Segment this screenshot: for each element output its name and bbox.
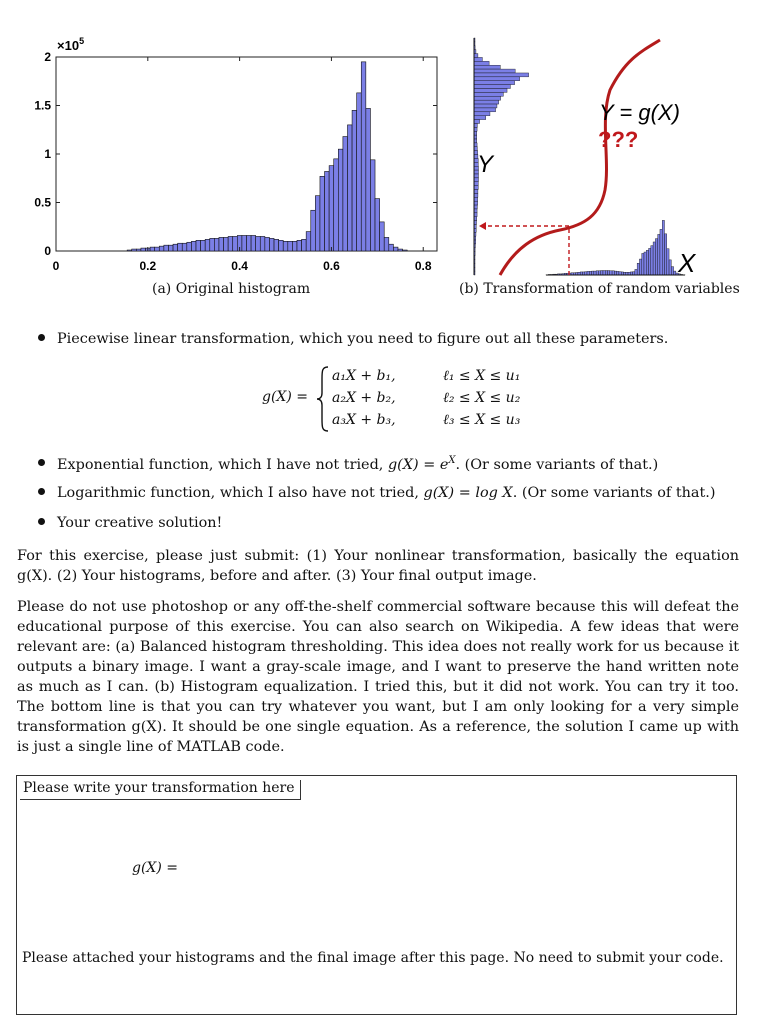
histogram-bar [260,236,265,251]
histogram-bar [265,237,270,251]
x-tick-label: 0 [52,259,60,273]
histogram-bar [205,239,210,251]
left-brace-icon [316,365,330,433]
x-histogram-bar [596,271,598,275]
y-histogram-bar [474,120,480,124]
y-histogram-bar [474,57,482,61]
histogram-bar [136,249,141,251]
answer-gx-label: g(X) = [132,860,179,876]
histogram-bar [201,240,206,251]
histogram-chart [0,0,450,285]
arrow-head-icon [479,222,486,230]
x-tick-label: 0.8 [414,259,432,273]
histogram-bar [361,62,366,251]
y-histogram-bar [474,182,478,186]
histogram-bar [242,235,247,251]
x-histogram-bar [633,272,635,275]
histogram-bar [214,238,219,251]
x-histogram-bar [655,239,657,275]
y-histogram-bar [474,69,515,73]
x-histogram-bar [601,271,603,275]
x-histogram-bar [612,271,614,275]
y-histogram-bar [474,123,477,127]
x-histogram-bar [646,250,648,275]
y-multiplier: $\times 10^5$ [57,36,85,53]
histogram-bar [219,237,224,251]
x-histogram-bar [660,229,662,275]
eq-row-1-cond: ℓ₁ ≤ X ≤ u₁ [443,368,521,384]
x-tick-label: 0.4 [231,259,248,273]
x-histogram-bar [639,259,641,275]
x-tick-label: 0.6 [323,259,340,273]
histogram-bar [127,250,132,251]
bullet-dot-icon [38,488,45,495]
x-histogram-bar [614,271,616,275]
y-histogram-bar [474,61,489,65]
x-histogram-bar [594,271,596,275]
histogram-bar [352,110,357,251]
label-x: X [678,248,696,278]
bullet-dot-icon [38,334,45,341]
x-histogram-bar [603,271,605,275]
x-histogram-bar [669,260,671,275]
histogram-bar [357,93,362,251]
histogram-bar [178,243,183,251]
y-histogram-bar [474,100,499,104]
histogram-bar [325,171,330,251]
histogram-bar [141,248,146,251]
y-histogram-bar [474,108,496,112]
eq-row-1-expr: a₁X + b₁, [332,368,396,384]
x-histogram-bar [637,263,639,275]
eq-row-2-expr: a₂X + b₂, [332,390,396,406]
histogram-bar [233,236,238,251]
histogram-bar [403,250,408,251]
x-histogram-bar [587,271,589,275]
x-histogram-bar [649,248,651,275]
histogram-bar [347,125,352,251]
bullet-dot-icon [38,518,45,525]
histogram-bar [311,210,316,251]
histogram-bar [384,237,389,251]
bullet-exponential: Exponential function, which I have not tried, $g(X) = e^X$. (Or some variants of that.) [38,455,658,473]
histogram-bar [292,241,297,251]
x-histogram-bar [664,234,666,275]
y-histogram-bar [474,96,501,100]
answer-box[interactable] [16,775,737,1015]
histogram-bar [393,247,398,251]
y-histogram-bar [474,73,529,77]
histogram-bar [224,237,229,251]
x-histogram-bar [610,271,612,275]
y-histogram-bar [474,193,478,197]
x-histogram-bar [605,271,607,275]
histogram-bar [366,108,371,251]
histogram-bar [375,199,380,251]
x-histogram-bar [674,271,676,275]
bullet-piecewise: Piecewise linear transformation, which you need to figure out all these parameters. [38,331,668,347]
answer-box-heading: Please write your transformation here [20,780,301,800]
y-histogram-bar [474,54,478,58]
histogram-bar [288,241,293,251]
y-tick-label: 2 [44,50,51,64]
x-histogram-bar [658,234,660,275]
histogram-bar [380,222,385,251]
histogram-bar [164,245,169,251]
histogram-bar [320,176,325,251]
bullet-logarithmic: Logarithmic function, which I also have not tried, g(X) = log X. (Or some variants of that.) [38,485,715,501]
y-histogram-bar [474,65,500,69]
y-histogram-bar [474,77,520,81]
x-histogram-bar [585,272,587,275]
eq-row-3-cond: ℓ₃ ≤ X ≤ u₃ [443,412,521,428]
histogram-bar [187,242,192,251]
x-histogram-bar [589,271,591,275]
x-histogram-bar [667,249,669,275]
x-tick-label: 0.2 [139,259,157,273]
histogram-bar [297,240,302,251]
y-histogram-bar [474,89,507,93]
histogram-bar [150,247,155,251]
y-histogram-bar [474,104,497,108]
histogram-bar [132,249,137,251]
x-histogram-bar [619,272,621,275]
histogram-bar [343,137,348,251]
answer-box-footer: Please attached your histograms and the final image after this page. No need to submit your code. [22,950,724,966]
histogram-bar [398,249,403,251]
y-tick-label: 0.5 [34,195,51,210]
paragraph-submit: For this exercise, please just submit: (1) Your nonlinear transformation, basically the equation g(X). (2) Your histograms, before and after. (3) Your final output image. [17,548,739,584]
label-equation: Y = g(X) [599,100,680,125]
y-histogram-bar [474,85,510,89]
label-y: Y [477,151,494,178]
y-histogram-bar [474,205,477,209]
histogram-bar [389,244,394,251]
y-histogram-bar [474,116,486,120]
histogram-bar [315,196,320,251]
bullet-dot-icon [38,459,45,466]
histogram-bar [302,239,307,251]
caption-a: (a) Original histogram [152,281,311,297]
histogram-bar [173,244,178,251]
histogram-bar [329,166,334,251]
x-histogram-bar [642,253,644,275]
y-histogram-bar [474,81,515,85]
x-histogram-bar [671,267,673,275]
histogram-bar [228,236,233,251]
histogram-bar [370,160,375,251]
histogram-bar [251,235,256,251]
histogram-bar [269,238,274,251]
y-tick-label: 1.5 [34,98,51,113]
x-histogram-bar [644,252,646,275]
eq-row-3-expr: a₃X + b₃, [332,412,396,428]
y-histogram-bar [474,186,478,190]
y-tick-label: 0 [44,244,51,258]
y-histogram-bar [474,112,490,116]
histogram-bar [334,159,339,251]
histogram-bar [247,235,252,251]
x-histogram-bar [608,271,610,275]
eq-lhs: g(X) = [262,389,309,405]
x-histogram-bar [592,271,594,275]
x-histogram-bar [635,269,637,275]
x-histogram-bar [617,271,619,275]
histogram-bar [274,239,279,251]
y-tick-label: 1 [44,147,51,161]
histogram-bar [168,245,173,251]
x-histogram-bar [662,220,664,275]
bullet-creative: Your creative solution! [38,515,222,531]
x-histogram-bar [653,242,655,275]
histogram-bar [159,246,164,251]
transformation-figure [460,0,757,285]
histogram-bar [283,241,288,251]
x-histogram-bar [651,246,653,275]
histogram-bar [306,232,311,251]
y-histogram-bar [474,178,478,182]
y-histogram-bar [474,92,503,96]
histogram-bar [196,240,201,251]
caption-b: (b) Transformation of random variables [459,281,740,297]
histogram-bar [338,149,343,251]
eq-row-2-cond: ℓ₂ ≤ X ≤ u₂ [443,390,521,406]
y-histogram-bar [474,190,478,194]
histogram-bar [256,236,261,251]
label-question: ??? [598,127,639,152]
x-histogram-bar [598,271,600,275]
histogram-bar [191,241,196,251]
paragraph-instructions: Please do not use photoshop or any off-the-shelf commercial software because this will defeat the educational purpose of this exercise. You can also search on Wikipedia. A few ideas that were relevant are: (a) Balanced histogram thresholding. This idea does not really work for us because it outputs a binary image. I want a gray-scale image, and I want to preserve the hand written note as much as I can. (b) Histogram equalization. I tried this, but it did not work. You can try it too. The bottom line is that you can try whatever you want, but I am only looking for a very simple transformation g(X). It should be one single equation. As a reference, the solution I came up with is just a single line of MATLAB code. [17,599,739,755]
histogram-bar [155,247,160,251]
histogram-bar [182,243,187,251]
y-histogram-bar [474,201,478,205]
histogram-bar [210,238,215,251]
histogram-bar [279,240,284,251]
y-histogram-bar [474,197,478,201]
